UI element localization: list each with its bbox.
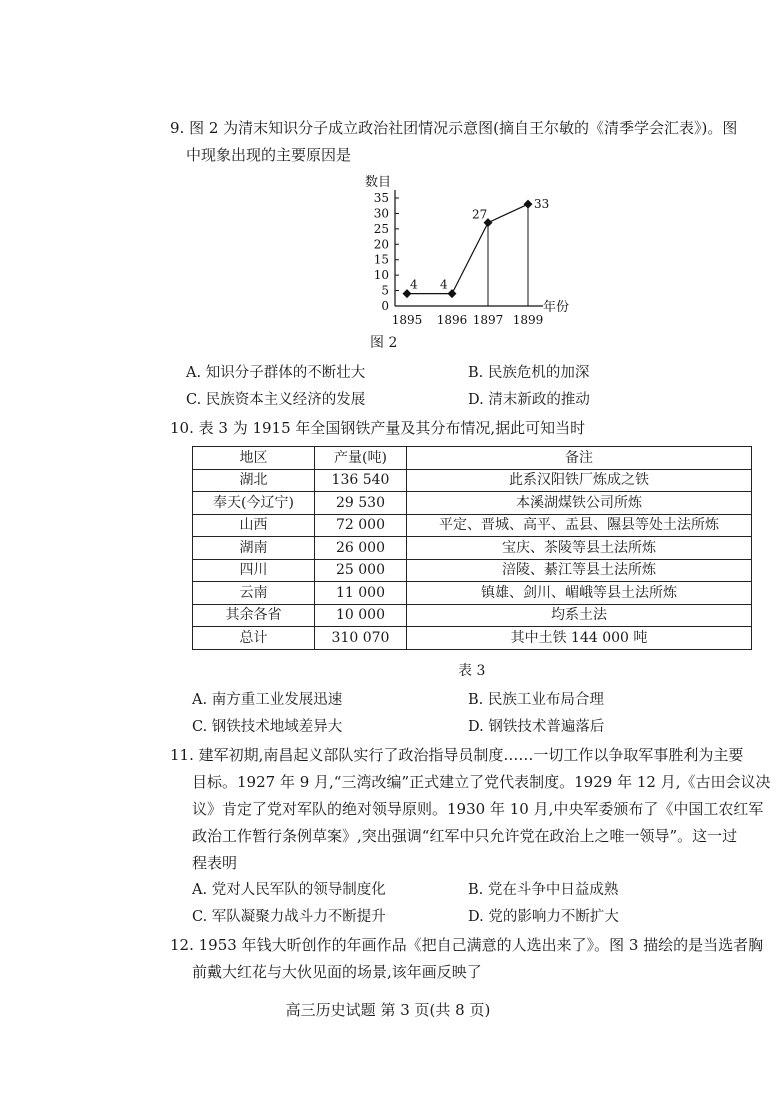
table-header: 备注	[407, 447, 752, 470]
q11-line-1: 11. 建军初期,南昌起义部队实行了政治指导员制度……一切工作以争取军事胜利为主要	[170, 746, 744, 764]
table-cell: 宝庆、茶陵等县土法所炼	[407, 537, 752, 560]
table-cell: 本溪湖煤铁公司所炼	[407, 492, 752, 515]
table-cell: 山西	[193, 514, 315, 537]
table-cell: 总计	[193, 627, 315, 650]
q9-option-d[interactable]: D. 清末新政的推动	[468, 392, 590, 408]
table-cell: 四川	[193, 559, 315, 582]
table-header: 地区	[193, 447, 315, 470]
data-label: 27	[472, 207, 488, 222]
table-cell: 310 070	[315, 627, 407, 650]
table-cell: 136 540	[315, 469, 407, 492]
table-3-caption: 表 3	[458, 663, 486, 679]
table-row	[193, 469, 752, 492]
table-cell: 云南	[193, 582, 315, 605]
x-tick-label: 1897	[472, 313, 504, 327]
table-row	[193, 604, 752, 627]
table-row	[193, 559, 752, 582]
q11-option-a[interactable]: A. 党对人民军队的领导制度化	[192, 882, 386, 898]
table-row	[193, 492, 752, 515]
q11-option-d[interactable]: D. 党的影响力不断扩大	[468, 909, 619, 925]
table-cell: 镇雄、剑川、嵋峨等县土法所炼	[407, 582, 752, 605]
table-cell: 72 000	[315, 514, 407, 537]
table-cell: 26 000	[315, 537, 407, 560]
q10-option-b[interactable]: B. 民族工业布局合理	[468, 692, 604, 708]
q9-option-a[interactable]: A. 知识分子群体的不断壮大	[186, 365, 366, 381]
y-tick-label: 20	[373, 237, 389, 252]
y-tick-label: 15	[373, 252, 389, 267]
table-cell: 平定、晋城、高平、盂县、隰县等处土法所炼	[407, 514, 752, 537]
q11-line-4: 政治工作暂行条例草案》,突出强调“红军中只允许党在政治上之唯一领导”。这一过	[192, 827, 738, 845]
q9-option-b[interactable]: B. 民族危机的加深	[468, 365, 590, 381]
table-row	[193, 537, 752, 560]
q10-option-a[interactable]: A. 南方重工业发展迅速	[192, 692, 343, 708]
x-axis-label: 年份	[543, 300, 570, 315]
q10-option-d[interactable]: D. 钢铁技术普遍落后	[468, 719, 605, 735]
y-tick-label: 0	[381, 299, 389, 313]
data-label: 4	[440, 277, 448, 292]
table-cell: 25 000	[315, 559, 407, 582]
x-tick-label: 1895	[391, 313, 423, 327]
figure-2-chart	[355, 170, 615, 330]
data-label: 4	[410, 277, 418, 292]
q11-line-5: 程表明	[192, 854, 238, 872]
q11-option-b[interactable]: B. 党在斗争中日益成熟	[468, 882, 619, 898]
y-tick-label: 10	[373, 268, 389, 283]
table-cell: 湖南	[193, 537, 315, 560]
figure-2-caption: 图 2	[370, 335, 398, 351]
table-cell: 奉天(今辽宁)	[193, 492, 315, 515]
table-cell: 29 530	[315, 492, 407, 515]
table-row	[193, 582, 752, 605]
q9-line-1: 9. 图 2 为清末知识分子成立政治社团情况示意图(摘自王尔敏的《清季学会汇表》)。图	[170, 119, 738, 137]
data-point	[524, 200, 533, 209]
table-cell: 涪陵、綦江等县土法所炼	[407, 559, 752, 582]
table-cell: 其余各省	[193, 604, 315, 627]
q11-line-2: 目标。1927 年 9 月,“三湾改编”正式建立了党代表制度。1929 年 12 月,《古田会议决	[192, 773, 771, 791]
data-label: 33	[534, 197, 550, 212]
y-axis-label: 数目	[365, 175, 392, 190]
table-header-row	[193, 447, 752, 470]
table-row	[193, 627, 752, 650]
q12-line-1: 12. 1953 年钱大昕创作的年画作品《把自己满意的人选出来了》。图 3 描绘的是当选者胸	[170, 936, 764, 954]
y-tick-label: 25	[373, 221, 389, 236]
y-tick-label: 35	[373, 191, 389, 205]
data-point	[448, 289, 457, 298]
x-tick-label: 1896	[436, 313, 468, 327]
q11-option-c[interactable]: C. 军队凝聚力战斗力不断提升	[192, 909, 386, 925]
q12-line-2: 前戴大红花与大伙见面的场景,该年画反映了	[192, 963, 482, 981]
series-line	[407, 204, 528, 293]
y-tick-label: 30	[373, 206, 389, 221]
table-row	[193, 514, 752, 537]
q10-option-c[interactable]: C. 钢铁技术地域差异大	[192, 719, 343, 735]
q10-line-1: 10. 表 3 为 1915 年全国钢铁产量及其分布情况,据此可知当时	[170, 419, 586, 437]
steel-production-table	[192, 446, 752, 650]
x-tick-label: 1899	[512, 313, 544, 327]
q11-line-3: 议》肯定了党对军队的绝对领导原则。1930 年 10 月,中央军委颁布了《中国工农红军	[192, 800, 764, 818]
table-cell: 湖北	[193, 469, 315, 492]
y-tick-label: 5	[381, 283, 389, 298]
table-cell: 10 000	[315, 604, 407, 627]
q9-line-2: 中现象出现的主要原因是	[186, 146, 352, 164]
page-footer: 高三历史试题 第 3 页(共 8 页)	[285, 1001, 491, 1019]
q9-option-c[interactable]: C. 民族资本主义经济的发展	[186, 392, 366, 408]
table-cell: 均系土法	[407, 604, 752, 627]
table-cell: 此系汉阳铁厂炼成之铁	[407, 469, 752, 492]
table-cell: 11 000	[315, 582, 407, 605]
table-header: 产量(吨)	[315, 447, 407, 470]
table-cell: 其中土铁 144 000 吨	[407, 627, 752, 650]
